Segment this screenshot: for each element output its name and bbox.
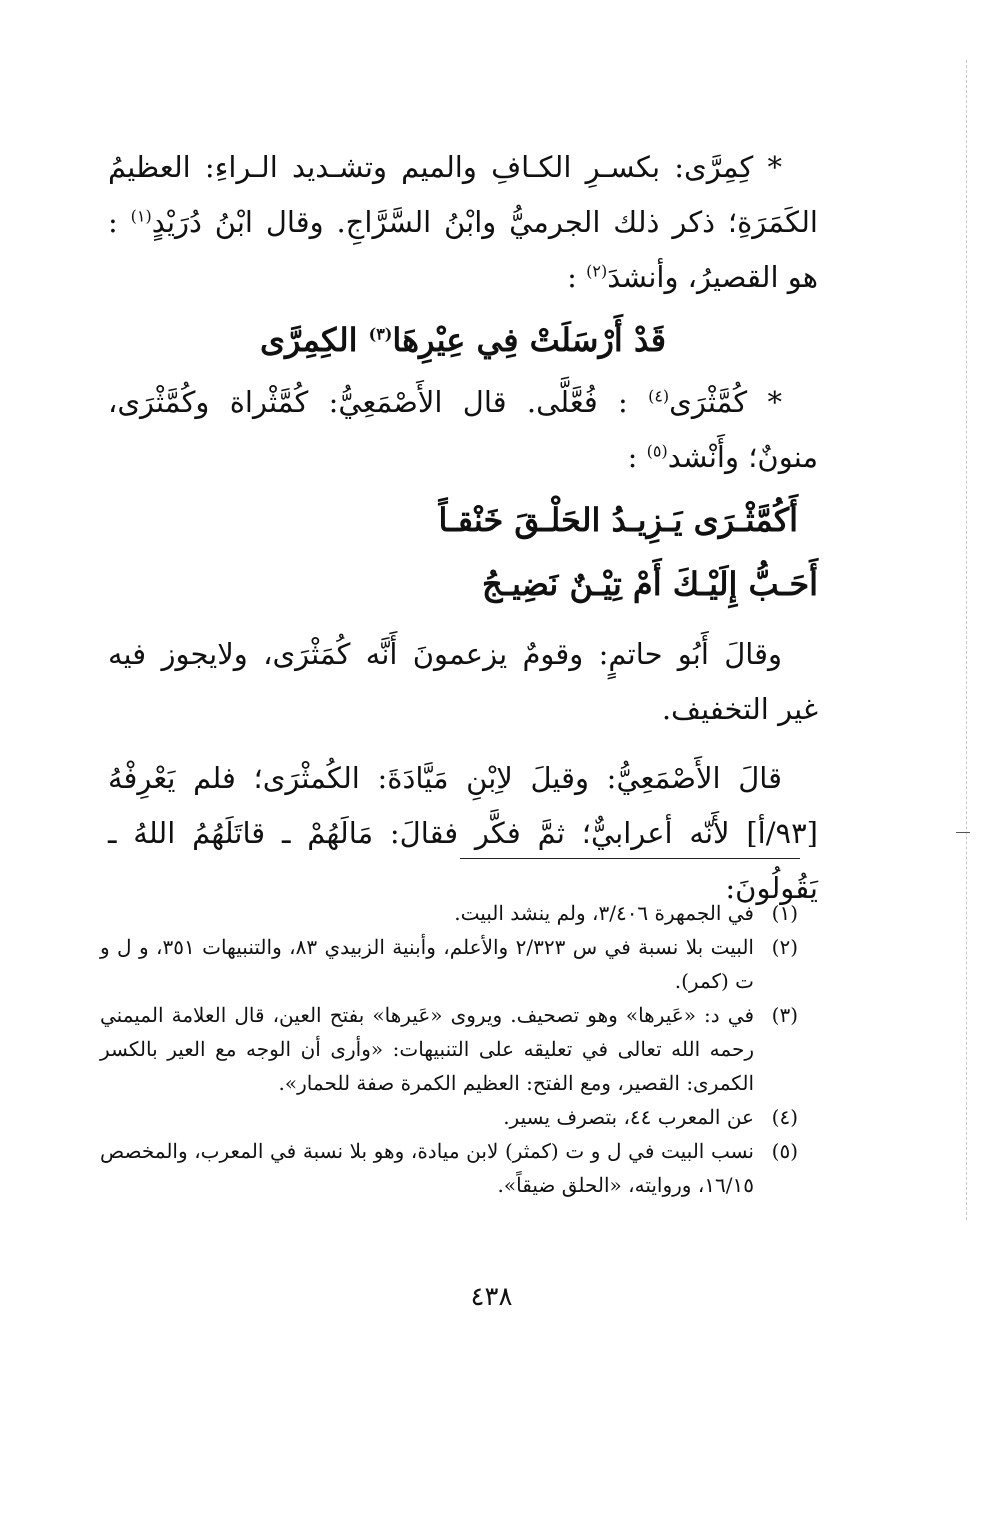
footnote-number: (٣) xyxy=(771,1003,798,1027)
footnote-text: نسب البيت في ل و ت (كمثر) لابن ميادة، وهو بلا نسبة في المعرب، والمخصص ١٦/١٥، وروايته، «الحلق ضيقاً». xyxy=(100,1139,754,1197)
footnote-text: في الجمهرة ٣/٤٠٦، ولم ينشد البيت. xyxy=(454,901,754,925)
scan-edge-line xyxy=(966,60,967,1220)
verse-line-2: أَحَـبُّ إِلَيْـكَ أَمْ تِيْـنٌ نَضِيـجُ xyxy=(481,565,818,603)
footnote-text: عن المعرب ٤٤، بتصرف يسير. xyxy=(503,1105,754,1129)
verse-kimirra-text-2: الكِمِرَّى xyxy=(259,321,369,359)
footnote-ref-1: (١) xyxy=(130,206,152,226)
footnote-number: (٤) xyxy=(771,1105,798,1129)
entry-kimirra xyxy=(108,140,818,305)
paragraph-abu-hatim: وقالَ أَبُو حاتمٍ: وقومٌ يزعمونَ أَنَّه كُمَثْرَى، ولايجوز فيه غير التخفيف. xyxy=(108,637,818,726)
entry-kummathra-text-2: : فُعَّلَّى. قال الأَصْمَعِيُّ: كُمَّثْراة وكُمَّثْرَى، منونٌ؛ وأَنْشد xyxy=(108,385,818,474)
footnote-number: (١) xyxy=(771,901,798,925)
verse-kimirra xyxy=(108,311,818,369)
entry-kummathra-text-3: : xyxy=(627,440,647,474)
main-text xyxy=(108,140,818,916)
verse-line-1: أَكُمَّثْـرَى يَـزِيـدُ الحَلْـقَ خَنْقـاً xyxy=(438,501,798,539)
footnote-ref-2: (٢) xyxy=(586,261,608,281)
footnote-separator xyxy=(460,858,800,859)
footnote-text: في د: «عَيرها» وهو تصحيف. ويروى «عَيرها» بفتح العين، قال العلامة الميمني رحمه الله تعالى في تعليقه على التنبيهات: «وأرى أن الوجه مع العير بالكسر الكمرى: القصير، ومع الفتح: العظيم الكمرة صفة للحمار». xyxy=(100,1003,754,1095)
footnote-item xyxy=(100,1100,798,1134)
footnote-number: (٢) xyxy=(771,935,798,959)
footnote-ref-5: (٥) xyxy=(646,441,668,461)
footnote-item xyxy=(100,930,798,998)
footnote-text: البيت بلا نسبة في س ٢/٣٢٣ والأعلم، وأبنية الزبيدي ٨٣، والتنبيهات ٣٥١، و ل و ت (كمر). xyxy=(100,935,754,993)
footnotes xyxy=(100,896,798,1202)
scan-edge-tick xyxy=(956,832,970,833)
entry-kummathra xyxy=(108,375,818,485)
entry-kimirra-text-3: : xyxy=(567,260,587,294)
page-number: ٤٣٨ xyxy=(470,1282,513,1312)
footnote-ref-3: (٣) xyxy=(368,324,393,344)
footnote-item xyxy=(100,1134,798,1202)
footnote-item xyxy=(100,896,798,930)
entry-kimirra-text: * كِمِرَّى: بكسـرِ الكـافِ والميم وتشـديد الـراءِ: العظيمُ الكَمَرَةِ؛ ذكر ذلك الجرميُّ وابْنُ السَّرَّاجِ. وقال ابْنُ دُرَيْدٍ xyxy=(108,150,818,239)
entry-kimirra-text-2: : هو القصيرُ، وأنشدَ xyxy=(108,205,818,294)
footnote-ref-4: (٤) xyxy=(648,386,670,406)
verse-kimirra-text: قَدْ أَرْسَلَتْ فِي عِيْرِهَا xyxy=(392,321,667,359)
footnote-number: (٥) xyxy=(771,1139,798,1163)
footnote-item xyxy=(100,998,798,1100)
entry-kummathra-text: * كُمَّثْرَى xyxy=(669,385,782,419)
paragraph-asmai: قالَ الأَصْمَعِيُّ: وقيلَ لاِبْنِ مَيَّادَةَ: الكُمثْرَى؛ فلم يَعْرِفْهُ [٩٣/أ] لأَنّه أعرابيٌّ؛ ثمَّ فكَّر فقالَ: مَالَهُمْ ـ قاتَلَهُمُ اللهُ ـ يَقُولُونَ: xyxy=(108,761,818,905)
